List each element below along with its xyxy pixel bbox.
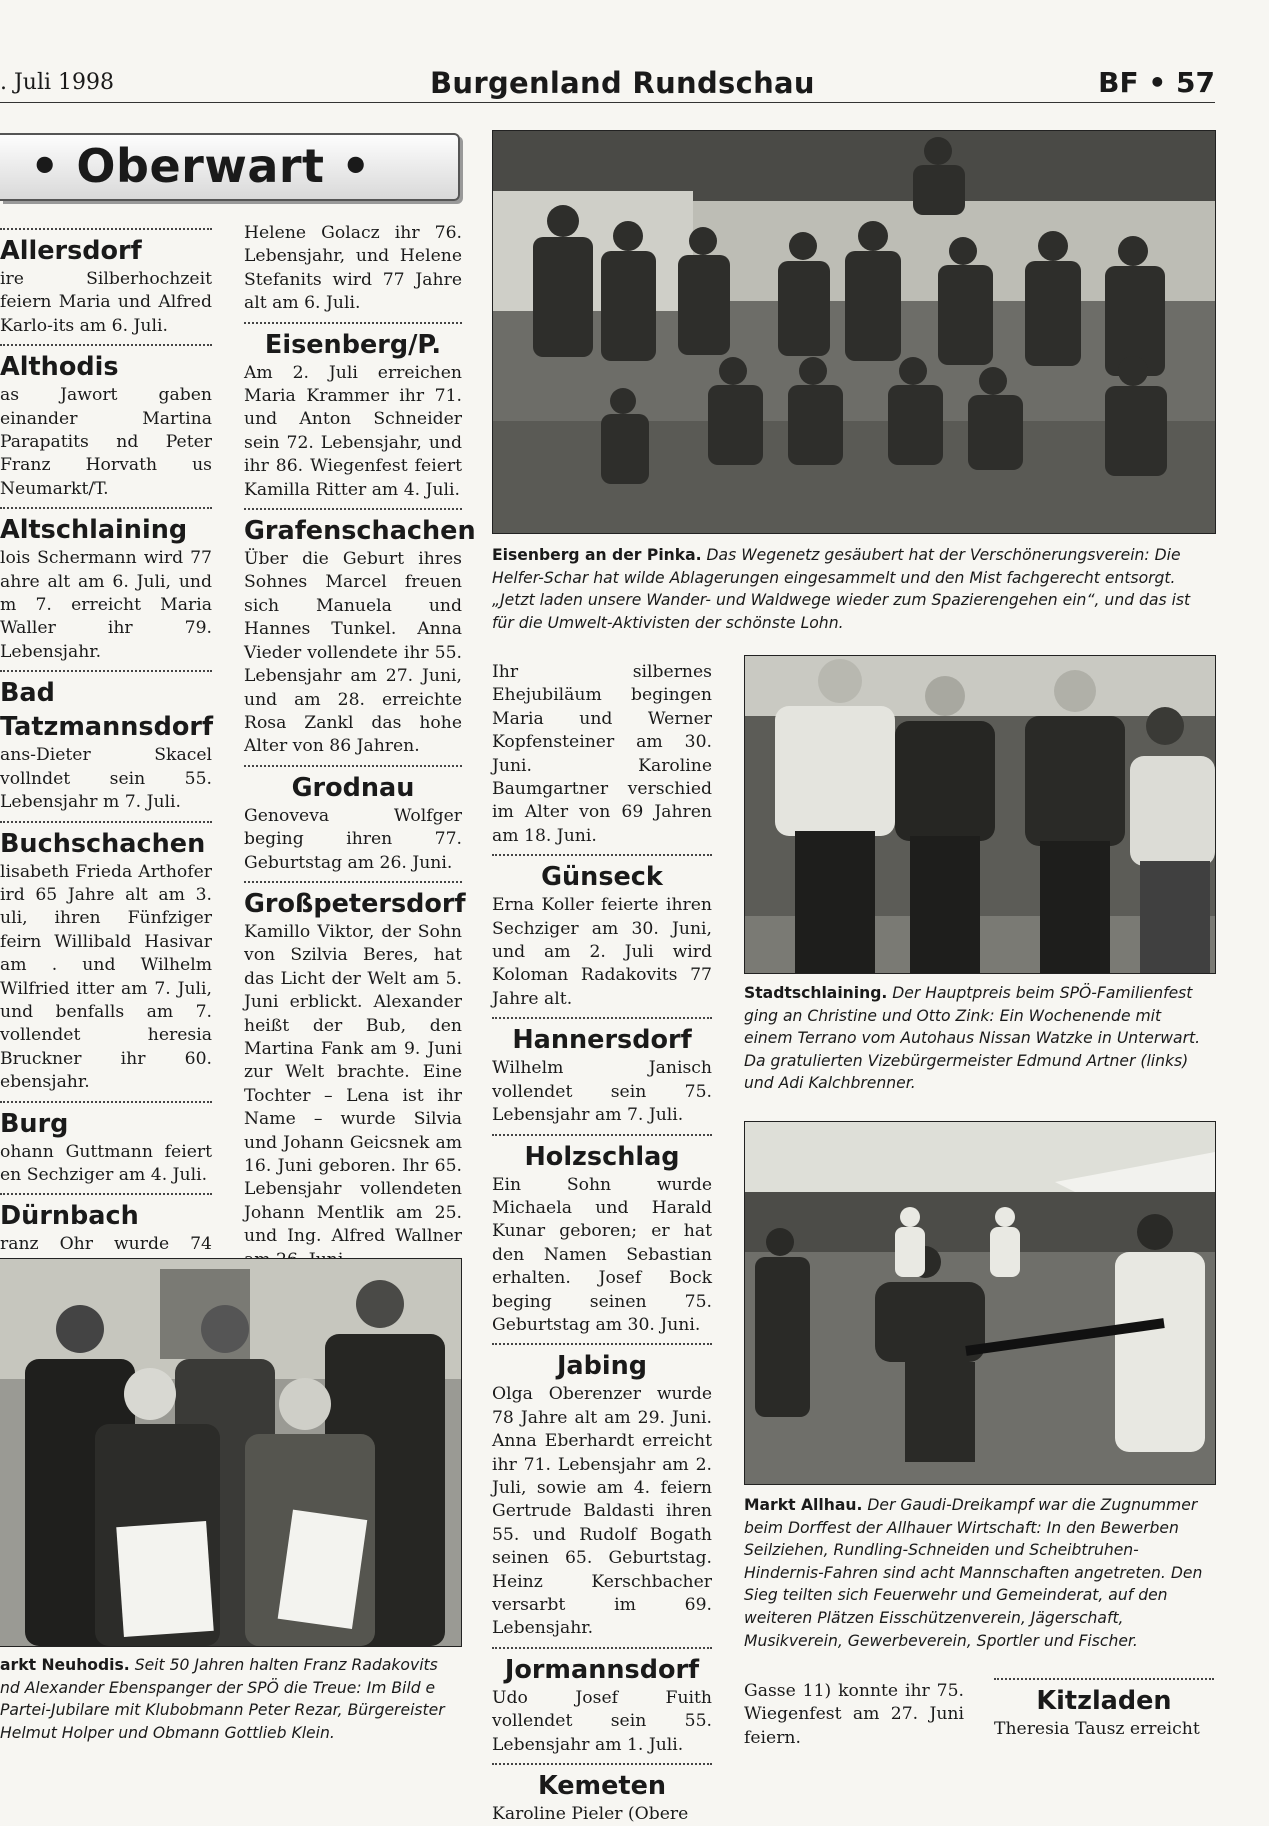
divider (0, 1101, 212, 1103)
caption-markt-neuhodis (0, 1654, 461, 1744)
town-heading: Jabing (556, 1351, 648, 1382)
caption-stadtschlaining (744, 982, 1214, 1095)
section-banner (0, 133, 460, 201)
column-1 (0, 222, 212, 1350)
divider (492, 1763, 712, 1765)
photo-stadtschlaining-prize (744, 655, 1216, 974)
photo-markt-allhau-games (744, 1121, 1216, 1485)
issue-date: . Juli 1998 (0, 70, 115, 95)
article-text: Helene Golacz ihr 76. Lebensjahr, und Helene Stefanits wird 77 Jahre alt am 6. Juli. (244, 223, 462, 314)
caption-markt-allhau (744, 1494, 1214, 1652)
article-text: Theresia Tausz erreicht (994, 1719, 1200, 1739)
divider (994, 1678, 1214, 1680)
section-title: • Oberwart • (30, 139, 371, 193)
divider (0, 228, 212, 230)
caption-text: Das Wegenetz gesäubert hat der Verschönerungsverein: Die Helfer-Schar hat wilde Ablagerungen eingesammelt und den Mist fachgerecht entsorgt. „Jetzt laden unsere Wander- und Waldwege wieder zum Spazierengehen ein“, und das ist für die Umwelt-Aktivisten der schönste Lohn. (492, 546, 1191, 632)
caption-text: Der Hauptpreis beim SPÖ-Familienfest ging an Christine und Otto Zink: Ein Wochenende mit einem Terrano vom Autohaus Nissan Watzke in Unterwart. Da gratulierten Vizebürgermeister Edmund Artner (links) und Adi Kalchbrenner. (744, 984, 1201, 1093)
article-text: Am 2. Juli erreichen Maria Krammer ihr 71. und Anton Schneider sein 72. Lebensjahr, und ihr 86. Wiegenfest feiert Kamilla Ritter am 4. Juli. (244, 362, 462, 500)
article-text: Erna Koller feierte ihren Sechziger am 30. Juni, und am 2. Juli wird Koloman Radakovits 77 Jahre alt. (492, 895, 712, 1009)
divider (492, 1647, 712, 1649)
caption-lead: Eisenberg an der Pinka. (492, 546, 702, 564)
article-text: ans-Dieter Skacel vollndet sein 55. Lebensjahr m 7. Juli. (0, 745, 212, 813)
article-text: ohann Guttmann feiert en Sechziger am 4. Juli. (0, 1141, 212, 1185)
town-heading: Holzschlag (524, 1141, 680, 1172)
article-text: Olga Oberenzer wurde 78 Jahre alt am 29. Juni. Anna Eberhardt erreicht ihr 71. Lebensjahr am 2. Juli, sowie am 4. feiern Gertrude Baldasti ihren 55. und Rudolf Bogath seinen 65. Geburtstag. Heinz Kerschbacher versarbt im 69. Lebensjahr. (492, 1384, 712, 1639)
town-heading: Dürnbach (0, 1201, 139, 1232)
article-text: Genoveva Wolfger beging ihren 77. Geburtstag am 26. Juni. (244, 805, 462, 873)
town-heading: Bad Tatzmannsdorf (0, 678, 214, 743)
town-heading: Kitzladen (1036, 1686, 1172, 1716)
divider (244, 508, 462, 510)
divider (244, 881, 462, 883)
town-heading: Kemeten (537, 1771, 667, 1802)
caption-text: Der Gaudi-Dreikampf war die Zugnummer beim Dorffest der Allhauer Wirtschaft: In den Bewerben Seilziehen, Rundling-Schneiden und Scheibtruhen-Hindernis-Fahren sind acht Mannschaften angetreten. Den Sieg teilten sich Feuerwehr und Gemeinderat, auf den weiteren Plätzen Eisschützenverein, Jägerschaft, Musikverein, Gewerbeverein, Sportler und Fischer. (744, 1496, 1203, 1650)
caption-lead: Markt Allhau. (744, 1496, 863, 1514)
article-text: Ein Sohn wurde Michaela und Harald Kunar geboren; er hat den Namen Sebastian erhalten. Josef Bock beging seinen 75. Geburtstag am 30. Juni. (492, 1174, 712, 1335)
page-header (0, 66, 1215, 103)
town-heading: Altschlaining (0, 515, 188, 546)
article-text: lisabeth Frieda Arthofer ird 65 Jahre alt am 3. uli, ihren Fünfziger feirn Willibald Hasivar am . und Wilhelm Wilfried itter am 7. Juli, und benfalls am 7. vollendet heresia Bruckner ihr 60. ebensjahr. (0, 861, 212, 1093)
town-heading: Eisenberg/P. (264, 329, 442, 360)
article-text: ire Silberhochzeit feiern Maria und Alfred Karlo-its am 6. Juli. (0, 269, 212, 336)
town-heading: Althodis (0, 352, 119, 383)
divider (244, 765, 462, 767)
caption-lead: Stadtschlaining. (744, 984, 888, 1002)
article-text: Udo Josef Fuith vollendet sein 55. Lebensjahr am 1. Juli. (492, 1687, 712, 1755)
town-heading: Großpetersdorf (244, 888, 466, 919)
town-heading: Jormannsdorf (504, 1654, 700, 1685)
divider (492, 1343, 712, 1345)
divider (244, 322, 462, 324)
newspaper-title: Burgenland Rundschau (430, 66, 815, 100)
column-5 (994, 1672, 1214, 1741)
town-heading: Günseck (541, 862, 663, 893)
divider (0, 821, 212, 823)
town-heading: Buchschachen (0, 828, 206, 859)
divider (492, 854, 712, 856)
town-heading: Hannersdorf (512, 1025, 692, 1056)
article-text: Kamillo Viktor, der Sohn von Szilvia Beres, hat das Licht der Welt am 5. Juni erblickt. Alexander heißt der Bub, den Martina Fank am 9. Juni zur Welt brachte. Eine Tochter – Lena ist ihr Name – wurde Silvia und Johann Geicsnek am 16. Juni geboren. Ihr 65. Lebensjahr vollendeten Johann Mentlik am 25. und Ing. Alfred Wallner (244, 921, 462, 1247)
caption-lead: arkt Neuhodis. (0, 1656, 130, 1674)
divider (492, 1017, 712, 1019)
column-3 (492, 661, 712, 1826)
column-2 (244, 222, 476, 1272)
article-text: ranz Ohr wurde 74 (0, 1234, 212, 1255)
article-text: Karoline Pieler (Obere (492, 1804, 689, 1825)
caption-text: Seit 50 Jahren halten Franz Radakovits nd Alexander Ebenspanger der SPÖ die Treue: Im Bild e Partei-Jubilare mit Klubobmann Peter Rezar, Bürgereister Helmut Holper und Obmann Gottlieb Klein. (0, 1656, 445, 1742)
divider (492, 1134, 712, 1136)
divider (0, 507, 212, 509)
article-text: Wilhelm Janisch vollendet sein 75. Lebensjahr am 7. Juli. (492, 1058, 712, 1126)
article-text: lois Schermann wird 77 ahre alt am 6. Juli, und m 7. erreicht Maria Waller ihr 79. Lebensjahr. (0, 548, 212, 662)
photo-eisenberg-volunteers (492, 130, 1216, 534)
page-number: BF • 57 (1098, 66, 1215, 99)
divider (0, 670, 212, 672)
divider (0, 344, 212, 346)
article-text: Gasse 11) konnte ihr 75. Wiegenfest am 27. Juni feiern. (744, 1681, 964, 1748)
divider (0, 1193, 212, 1195)
article-text: as Jawort gaben einander Martina Parapatits nd Peter Franz Horvath us Neumarkt/T. (0, 385, 212, 499)
article-text: Ihr silbernes Ehejubiläum begingen Maria und Werner Kopfensteiner am 30. Juni. Karoline Baumgartner verschied im Alter von 69 Jahren am 18. Juni. (492, 662, 712, 846)
town-heading: Grodnau (291, 772, 415, 803)
column-4 (744, 1680, 964, 1750)
town-heading: Burg (0, 1108, 69, 1139)
town-heading: Grafenschachen (244, 516, 476, 547)
article-text: Über die Geburt ihres Sohnes Marcel freuen sich Manuela und Hannes Tunkel. Anna Vieder vollendete ihr 55. Lebensjahr am 27. Juni, und am 28. erreichte Rosa Zankl das hohe Alter von 86 Jahren. (244, 549, 462, 757)
caption-eisenberg (492, 544, 1214, 634)
town-heading: Allersdorf (0, 236, 142, 266)
photo-markt-neuhodis-jubilee (0, 1258, 462, 1647)
